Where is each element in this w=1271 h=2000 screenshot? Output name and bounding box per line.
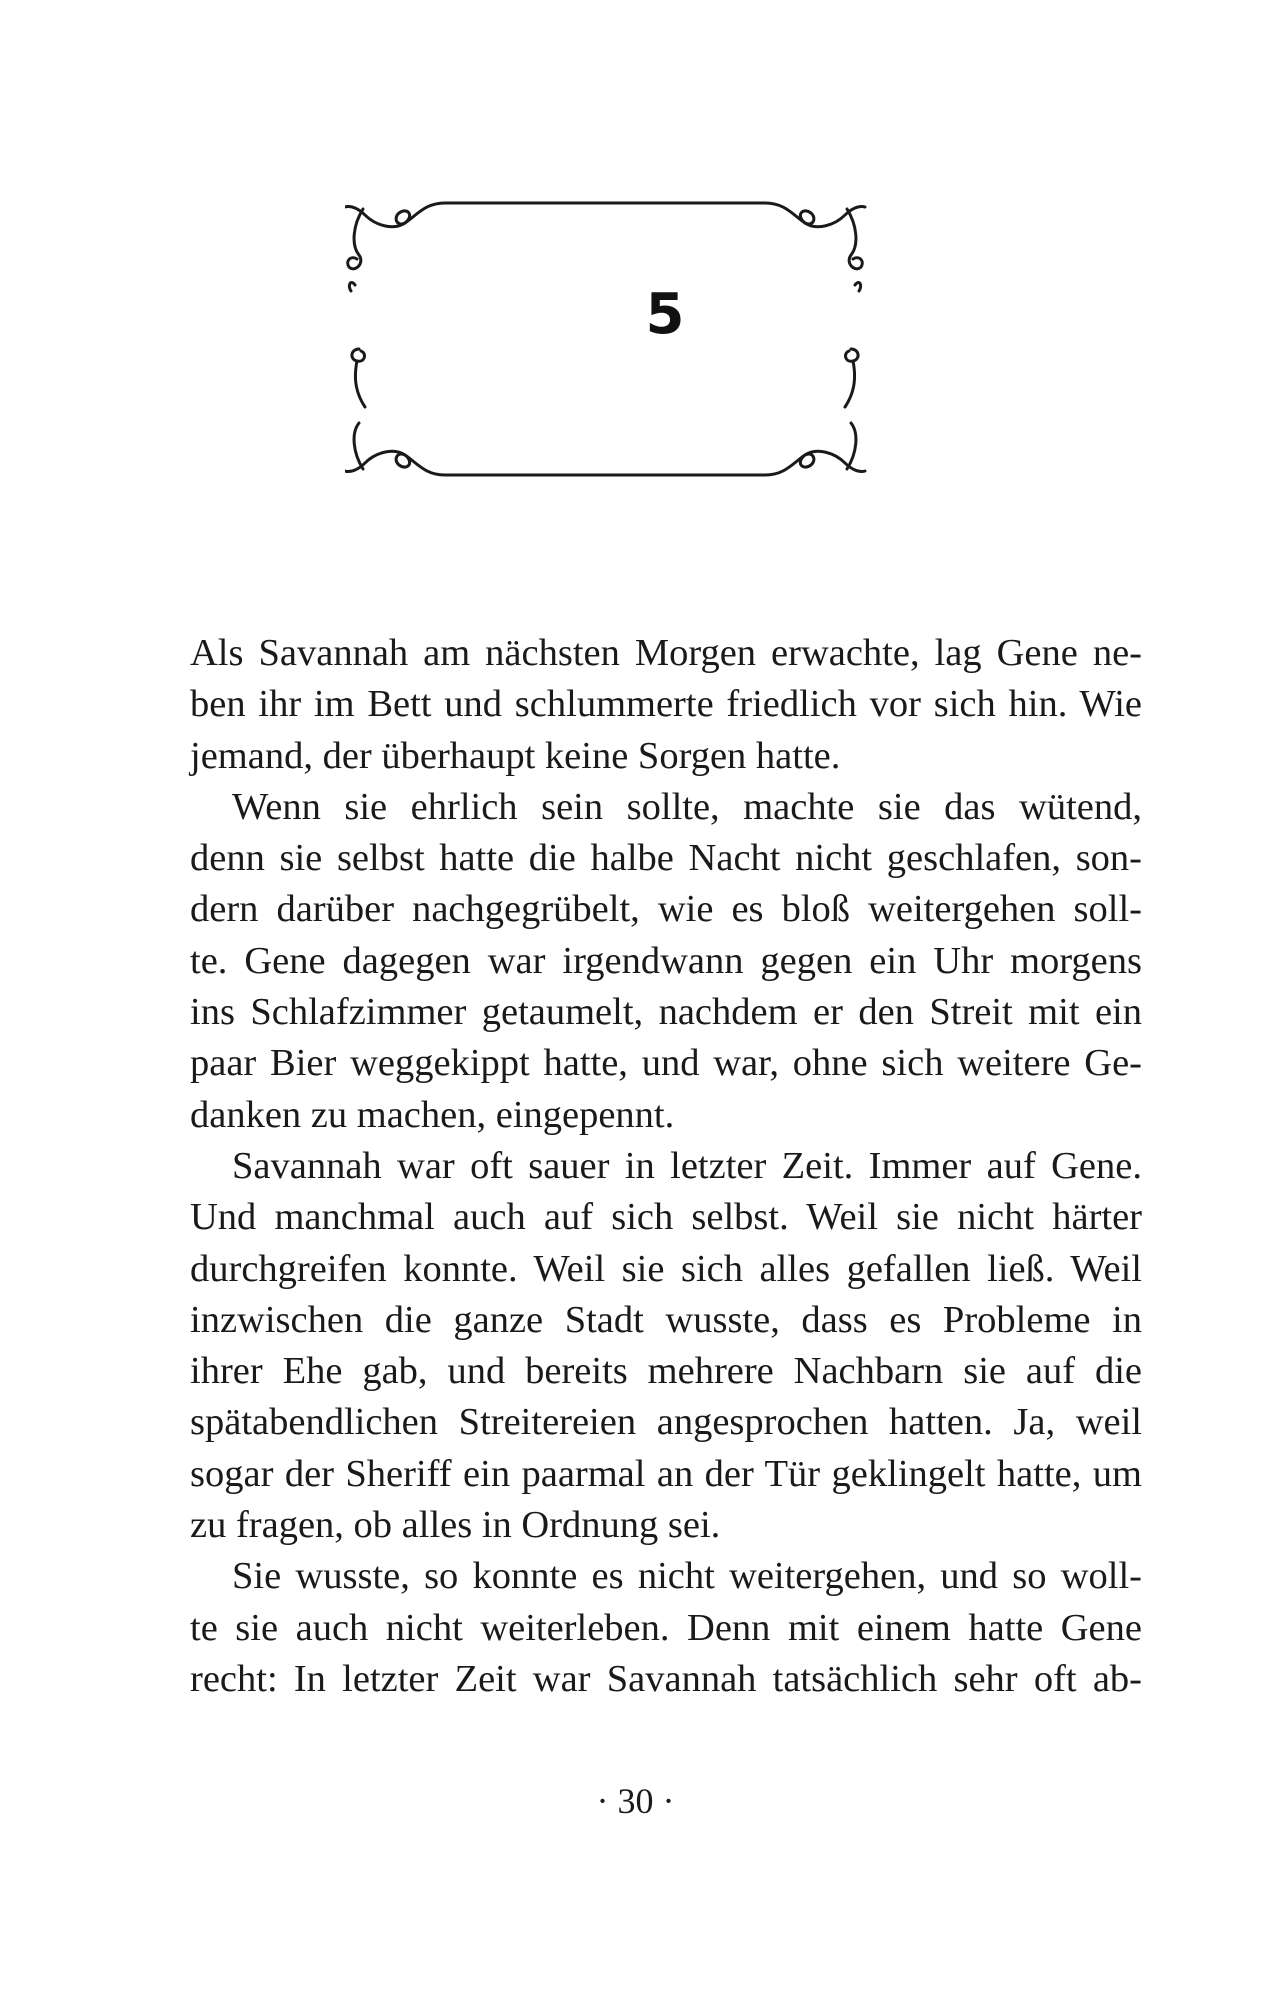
text-line: jemand, der überhaupt keine Sorgen hatte. (190, 734, 841, 777)
chapter-number: 5 (645, 282, 685, 347)
text-line: ihrer Ehe gab, und bereits mehrere Nachbarn sie auf die (190, 1350, 1142, 1393)
chapter-body-text (190, 628, 1142, 1705)
text-line: te sie auch nicht weiterleben. Denn mit einem hatte Gene (190, 1606, 1142, 1649)
text-line: dern darüber nachgegrübelt, wie es bloß weitergehen soll- (190, 888, 1142, 931)
text-line: danken zu machen, eingepennt. (190, 1093, 675, 1136)
text-line: te. Gene dagegen war irgendwann gegen ein Uhr morgens (190, 939, 1142, 982)
text-line: Savannah war oft sauer in letzter Zeit. Immer auf Gene. (232, 1144, 1142, 1187)
text-line: sogar der Sheriff ein paarmal an der Tür geklingelt hatte, um (190, 1452, 1142, 1495)
page-number: · 30 · (596, 1781, 675, 1821)
text-line: ins Schlafzimmer getaumelt, nachdem er den Streit mit ein (190, 991, 1142, 1034)
text-line: Als Savannah am nächsten Morgen erwachte, lag Gene ne- (190, 632, 1142, 674)
text-line: recht: In letzter Zeit war Savannah tatsächlich sehr oft ab- (190, 1657, 1142, 1700)
chapter-heading-frame (345, 185, 985, 495)
text-line: Sie wusste, so konnte es nicht weitergehen, und so woll- (232, 1555, 1142, 1598)
text-line: inzwischen die ganze Stadt wusste, dass es Probleme in (190, 1298, 1142, 1341)
text-line: zu fragen, ob alles in Ordnung sei. (190, 1504, 721, 1547)
text-line: paar Bier weggekippt hatte, und war, ohne sich weitere Ge- (190, 1042, 1142, 1085)
text-line: denn sie selbst hatte die halbe Nacht nicht geschlafen, son- (190, 837, 1142, 880)
text-line: ben ihr im Bett und schlummerte friedlich vor sich hin. Wie (190, 683, 1142, 726)
text-line: durchgreifen konnte. Weil sie sich alles gefallen ließ. Weil (190, 1247, 1142, 1290)
text-line: Und manchmal auch auf sich selbst. Weil sie nicht härter (190, 1196, 1142, 1239)
text-line: Wenn sie ehrlich sein sollte, machte sie das wütend, (232, 785, 1142, 828)
text-line: spätabendlichen Streitereien angesprochen hatten. Ja, weil (190, 1401, 1142, 1444)
